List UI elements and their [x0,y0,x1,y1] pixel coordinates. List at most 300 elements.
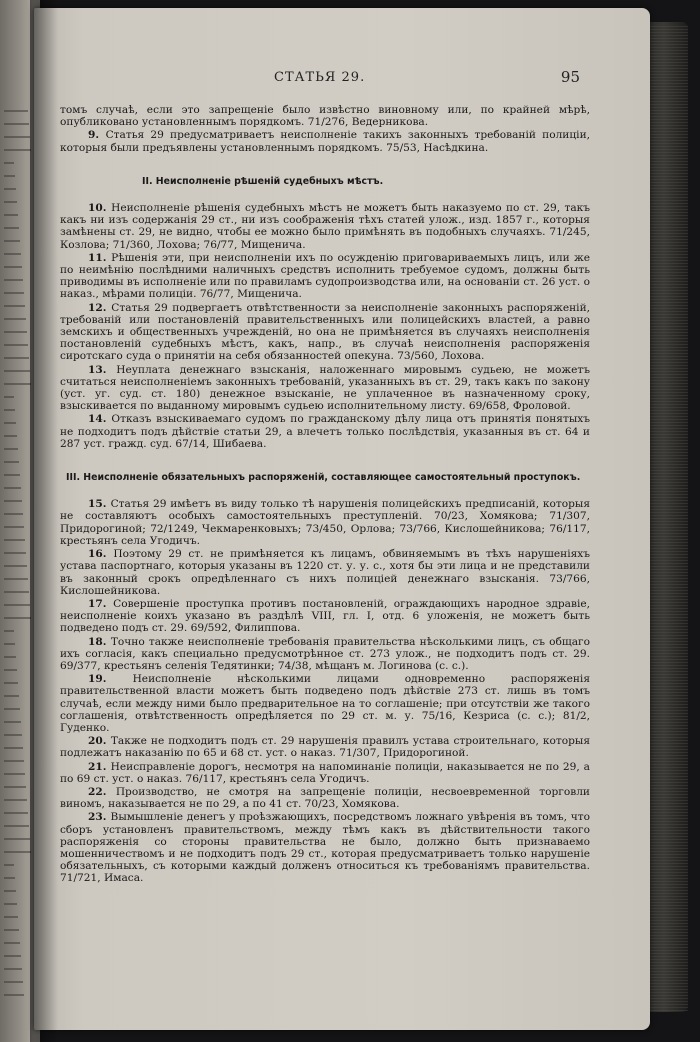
page-edge-line [648,182,688,183]
page-edge-line [648,497,688,498]
page-edge-line [648,560,688,561]
page-edge-line [648,683,688,684]
page-edge-line [648,848,688,849]
page-edge-line [648,950,688,951]
page-edge-line [648,935,688,936]
page-edge-line [648,782,688,783]
page-edge-line [648,617,688,618]
page-edge-line [648,368,688,369]
paragraph-number: 15. [88,498,111,511]
page-edge-line [648,578,688,579]
page-edge-line [648,884,688,885]
page-edge-line [648,383,688,384]
page-edge-line [648,701,688,702]
facing-page-text-stub [4,422,16,424]
page-edge-line [648,947,688,948]
page-edge-line [648,539,688,540]
facing-page-text-stub [4,201,17,203]
page-edge-line [648,728,688,729]
page-edge-line [648,998,688,999]
page-edge-line [648,26,688,27]
facing-page-text-stub [4,617,31,619]
page-edge-line [648,734,688,735]
page-edge-line [648,206,688,207]
page-edge-line [648,665,688,666]
paragraph-text: Вымышленіе денегъ у проѣзжающихъ, посредствомъ ложнаго увѣренія въ томъ, что сборъ установленъ правительствомъ, между тѣмъ какъ въ дѣйствительности такого распоряженія со стороны правительства не было, должно быть признаваемо мошенничествомъ и не подходитъ подъ 29 ст., которая предусматриваетъ только нарушеніе обязательныхъ, съ которыми каждый долженъ относиться къ требованіямъ правительства. 71/721, Имаса. [60,811,590,885]
page-edge-line [648,689,688,690]
facing-page-text-stub [4,409,15,411]
page-edge-line [648,68,688,69]
page-edge-line [648,533,688,534]
facing-page-text-stub [4,175,15,177]
page-edge-line [648,380,688,381]
facing-page-text-stub [4,812,28,814]
page-edge-line [648,398,688,399]
facing-page-text-stub [4,890,16,892]
page-edge-line [648,788,688,789]
page-edge-line [648,101,688,102]
page-edge-line [648,233,688,234]
facing-page-text-stub [4,838,30,840]
page-edge-line [648,95,688,96]
facing-page-text-stub [4,929,19,931]
page-edge-line [648,743,688,744]
page-edge-line [648,980,688,981]
page-edge-line [648,74,688,75]
page-edge-line [648,260,688,261]
facing-page-text-stub [4,877,15,879]
paragraph-number: 9. [88,129,106,142]
facing-page-text-stub [4,149,31,151]
page-edge-line [648,797,688,798]
page-edge-line [648,221,688,222]
facing-page-text-stub [4,799,27,801]
page-edge-line [648,236,688,237]
page-stack [648,22,688,1012]
page-edge-line [648,191,688,192]
page-edge-line [648,128,688,129]
facing-page-text-stub [4,110,28,112]
page-edge-line [648,80,688,81]
page-edge-line [648,755,688,756]
page-edge-line [648,257,688,258]
page-edge-line [648,329,688,330]
page-edge-line [648,275,688,276]
page-edge-line [648,62,688,63]
facing-page-text-stub [4,916,18,918]
page-edge-line [648,161,688,162]
facing-page-text-stub [4,591,29,593]
facing-page-text-stub [4,773,25,775]
page-edge-line [648,749,688,750]
page-edge-line [648,179,688,180]
section-heading: III. Неисполненіе обязательныхъ распоряженій, составляющее самостоятельный проступокъ. [66,472,581,484]
page-edge-line [648,155,688,156]
page-edge-line [648,413,688,414]
page-edge-line [648,899,688,900]
page-edge-line [648,638,688,639]
page-edge-line [648,335,688,336]
page-edge-line [648,89,688,90]
page-edge-line [648,557,688,558]
page-edge-line [648,863,688,864]
facing-page-text-stub [4,708,20,710]
paragraph-text: Рѣшенія эти, при неисполненіи ихъ по осужденію приговариваемыхъ лицъ, или же по неимѣнію послѣдними наличныхъ средствъ исполнить требуемое судомъ, должны быть приводимы въ исполненіе или по правиламъ судопроизводства или, на основаніи ст. 26 уст. о наказ., мѣрами полиціи. 76/77, Мищенича. [60,251,590,301]
page-edge-line [648,857,688,858]
page-edge-line [648,920,688,921]
page-edge-line [648,815,688,816]
page-edge-line [648,506,688,507]
page-edge-line [648,971,688,972]
page-edge-line [648,725,688,726]
page-edge-line [648,362,688,363]
paragraph-number: 11. [88,251,112,264]
page-edge-line [648,32,688,33]
page-edge-line [648,347,688,348]
page-edge-line [648,296,688,297]
page-edge-line [648,650,688,651]
page-edge-line [648,965,688,966]
page-edge-line [648,974,688,975]
facing-page-text-stub [4,162,14,164]
page-edge-line [648,872,688,873]
page-edge-line [648,1007,688,1008]
page-edge-line [648,977,688,978]
page-edge-line [648,407,688,408]
page-edge-line [648,401,688,402]
paragraph-number: 22. [88,785,116,798]
page-edge-line [648,1004,688,1005]
paragraph-number: 13. [88,363,117,376]
page-edge-line [648,575,688,576]
facing-page-text-stub [4,136,30,138]
paragraph-text: Неисполненіе нѣсколькими лицами одновременно распоряженія правительственной власти можетъ быть подведено подъ дѣйствіе 273 ст. лишь въ томъ случаѣ, если между ними было предварительное на то соглашеніе; при отсутствіи же такого соглашенія, отвѣтственность опредѣляется по 29 ст. м. у. 75/16, Кезриса (с. с.); 81/2, Гуденко. [60,673,591,734]
paragraph-text: Поэтому 29 ст. не примѣняется къ лицамъ, обвиняемымъ въ тѣхъ нарушеніяхъ устава паспортнаго, которыя указаны въ 1220 ст. у. у. с., хотя бы эти лица и не представили въ законный срокъ опредѣленнаго съ нихъ полиціей денежнаго взысканія. 73/766, Кислошейникова. [60,548,591,597]
page-edge-line [648,197,688,198]
facing-page-text-stub [4,682,18,684]
page-edge-line [648,881,688,882]
page-edge-line [648,227,688,228]
paragraph-number: 14. [88,413,112,426]
page-edge-line [648,503,688,504]
page-edge-line [648,659,688,660]
page-edge-line [648,428,688,429]
paragraph-text: Также не подходитъ подъ ст. 29 нарушенія правилъ устава строительнаго, которыя подлежатъ наказанію по 65 и 68 ст. уст. о наказ. 71/307, Придорогиной. [60,735,591,760]
paragraph-text: Неуплата денежнаго взысканія, наложеннаго мировымъ судьею, не можетъ считаться неисполненіемъ законныхъ требованій, указанныхъ въ ст. 29, такъ какъ по закону (уст. уг. суд. ст. 180) денежное взысканіе, не уплаченное въ назначенному сроку, взыскивается по выданному мировымъ судьею исполнительному листу. 69/658, Фроловой. [60,363,590,413]
page-edge-line [648,653,688,654]
page-edge-line [648,545,688,546]
page-edge-line [648,230,688,231]
facing-page-text-stub [4,214,18,216]
facing-page-text-stub [4,383,31,385]
page-edge-line [648,698,688,699]
paragraph-number: 21. [88,760,111,773]
page-edge-line [648,806,688,807]
page-edge-line [648,620,688,621]
page-edge-line [648,152,688,153]
page-edge-line [648,680,688,681]
page-edge-line [648,605,688,606]
page-edge-line [648,404,688,405]
page-edge-line [648,914,688,915]
paragraph-text: Статья 29 подвергаетъ отвѣтственности за неисполненіе законныхъ распоряженій, требованій или постановленій правительственныхъ или полицейскихъ властей, а равно земскихъ и общественныхъ учрежденій, но она не примѣняется въ случаяхъ неисполненія постановленій судебныхъ мѣстъ, какъ, напр., въ случаѣ неисполненія распоряженія сиротскаго суда о принятіи на себя обязанностей опекуна. 73/560, Лохова. [60,301,590,363]
page-edge-line [648,869,688,870]
page-edge-line [648,386,688,387]
page-edge-line [648,305,688,306]
page-edge-line [648,794,688,795]
page-edge-line [648,536,688,537]
page-edge-line [648,995,688,996]
page-edge-line [648,911,688,912]
facing-page-text-stub [4,279,23,281]
page-edge-line [648,470,688,471]
body-text [60,104,590,886]
page-edge-line [648,395,688,396]
facing-page-text-stub [4,253,21,255]
page-edge-line [648,611,688,612]
page-edge-line [648,692,688,693]
page-edge-line [648,302,688,303]
page-edge-line [648,35,688,36]
page-edge-line [648,830,688,831]
page-edge-line [648,671,688,672]
page-edge-line [648,434,688,435]
page-edge-line [648,485,688,486]
page-edge-line [648,245,688,246]
page-edge-line [648,218,688,219]
page-edge-line [648,308,688,309]
page-edge-line [648,290,688,291]
page-edge-line [648,968,688,969]
page-edge-line [648,515,688,516]
page-edge-line [648,521,688,522]
facing-page-text-stub [4,292,24,294]
page-edge-line [648,215,688,216]
page-edge-line [648,566,688,567]
page-edge-line [648,443,688,444]
facing-page-text-stub [4,513,23,515]
page-edge-line [648,113,688,114]
page-edge-line [648,338,688,339]
page-edge-line [648,833,688,834]
page-edge-line [648,482,688,483]
facing-page-text-stub [4,266,22,268]
page-edge-line [648,509,688,510]
page-edge-line [648,758,688,759]
page-edge-line [648,83,688,84]
facing-page-text-stub [4,903,17,905]
page-edge-line [648,107,688,108]
facing-page-text-stub [4,344,28,346]
page-edge-line [648,1001,688,1002]
page-edge-line [648,953,688,954]
paragraph-text: Производство, не смотря на запрещеніе полиціи, несвоевременной торговли виномъ, наказывается не по 29, а по 41 ст. 70/23, Хомякова. [60,785,590,811]
page-edge-line [648,569,688,570]
page-edge-line [648,467,688,468]
page-edge-line [648,263,688,264]
page-edge-line [648,488,688,489]
page-edge-line [648,803,688,804]
page-edge-line [648,845,688,846]
facing-page-text-stub [4,734,22,736]
page-edge-line [648,440,688,441]
facing-page-text-stub [4,487,21,489]
page-edge-line [648,767,688,768]
paragraph-number: 23. [88,811,111,824]
facing-page-text-stub [4,188,16,190]
page-edge-line [648,839,688,840]
page-edge-line [648,719,688,720]
numbered-paragraph [60,129,590,153]
page-edge-line [648,851,688,852]
page-edge-line [648,644,688,645]
numbered-paragraph [60,636,590,673]
page-edge-line [648,500,688,501]
page-edge-line [648,662,688,663]
page-edge-line [648,887,688,888]
paragraph [60,104,590,128]
page-edge-line [648,548,688,549]
facing-page-text-stub [4,721,21,723]
page-edge-line [648,167,688,168]
page-edge-line [648,374,688,375]
page-edge-line [648,251,688,252]
page-edge-line [648,65,688,66]
page-edge-line [648,875,688,876]
facing-page-text-stub [4,227,19,229]
page-edge-line [648,320,688,321]
page-edge-line [648,626,688,627]
page-edge-line [648,134,688,135]
numbered-paragraph [60,302,590,363]
page-edge-line [648,554,688,555]
page-edge-line [648,47,688,48]
page-edge-line [648,446,688,447]
facing-page-text-stub [4,851,31,853]
page-edge-line [648,71,688,72]
page-edge-line [648,623,688,624]
page-edge-line [648,668,688,669]
paragraph-text: Неисправленіе дорогъ, несмотря на напоминаніе полиціи, наказывается не по 29, а по 69 ст. уст. о наказ. 76/117, крестьянъ села Угодичъ. [60,760,590,785]
numbered-paragraph [60,252,590,301]
page-edge-line [648,146,688,147]
page-edge-line [648,491,688,492]
page-edge-line [648,878,688,879]
page-edge-line [648,416,688,417]
page-edge-line [648,224,688,225]
page-edge-line [648,137,688,138]
page-edge-line [648,608,688,609]
facing-page-text-stub [4,864,14,866]
facing-page-text-stub [4,825,29,827]
paragraph-number: 12. [88,301,112,314]
page-edge-line [648,119,688,120]
page-edge-line [648,194,688,195]
page-edge-line [648,278,688,279]
page-edge-line [648,479,688,480]
page-edge-line [648,92,688,93]
page-edge-line [648,656,688,657]
page-edge-line [648,893,688,894]
page-edge-line [648,593,688,594]
page-edge-line [648,293,688,294]
numbered-paragraph [60,761,590,785]
page-edge-line [648,173,688,174]
page-edge-line [648,86,688,87]
page-edge-line [648,959,688,960]
page-edge-line [648,131,688,132]
page-edge-line [648,812,688,813]
page-edge-line [648,116,688,117]
page-edge-line [648,866,688,867]
page-edge-line [648,917,688,918]
page-edge-line [648,332,688,333]
page-edge-line [648,272,688,273]
page-edge-line [648,761,688,762]
page-edge-line [648,104,688,105]
page-edge-line [648,836,688,837]
page-edge-line [648,494,688,495]
paragraph-number: 18. [88,635,111,648]
page-edge-line [648,854,688,855]
numbered-paragraph [60,786,590,810]
page-edge-line [648,986,688,987]
page-edge-line [648,713,688,714]
section-heading: II. Неисполненіе рѣшеній судебныхъ мѣстъ. [142,175,384,187]
facing-page-text-stub [4,955,21,957]
facing-page-text-stub [4,435,17,437]
page-edge-line [648,614,688,615]
page-edge-line [648,938,688,939]
page-edge-line [648,458,688,459]
page-edge-line [648,776,688,777]
page-edge-line [648,437,688,438]
page-edge-line [648,827,688,828]
paragraph-number: 17. [88,597,114,610]
page-edge-line [648,350,688,351]
paragraph-number: 16. [88,548,114,561]
page-edge-line [648,926,688,927]
page-edge-line [648,524,688,525]
page-edge-line [648,464,688,465]
paragraph-text: Статья 29 предусматриваетъ неисполненіе такихъ законныхъ требованій полиціи, которыя были предъявлены установленнымъ порядкомъ. 75/53, Насѣдкина. [60,129,590,154]
page-edge-line [648,1010,688,1011]
page-edge-line [648,704,688,705]
page-edge-line [648,932,688,933]
page-edge-line [648,299,688,300]
page-edge-line [648,590,688,591]
page-edge-line [648,584,688,585]
paragraph-text: Статья 29 имѣетъ въ виду только тѣ нарушенія полицейскихъ предписаній, которыя не составляютъ особыхъ самостоятельныхъ преступленій. 70/23, Хомякова; 71/307, Придорогиной; 72/1249, Чекмаренковыхъ; 73/450, Орлова; 73/766, Кислошейникова; 76/117, крестьянъ села Угодичъ. [60,498,591,547]
facing-page-text-stub [4,474,20,476]
page-edge-line [648,452,688,453]
page-edge-line [648,200,688,201]
facing-page-text-stub [4,669,17,671]
paragraph-number: 19. [88,673,133,686]
page-edge-line [648,359,688,360]
page-edge-line [648,248,688,249]
page-edge-line [648,530,688,531]
page-edge-line [648,791,688,792]
page-edge-line [648,944,688,945]
page-edge-line [648,326,688,327]
facing-page-text-stub [4,526,24,528]
facing-page-text-stub [4,396,14,398]
facing-page-text-stub [4,539,25,541]
page-edge-line [648,572,688,573]
page-edge-line [648,737,688,738]
page-edge-line [648,44,688,45]
